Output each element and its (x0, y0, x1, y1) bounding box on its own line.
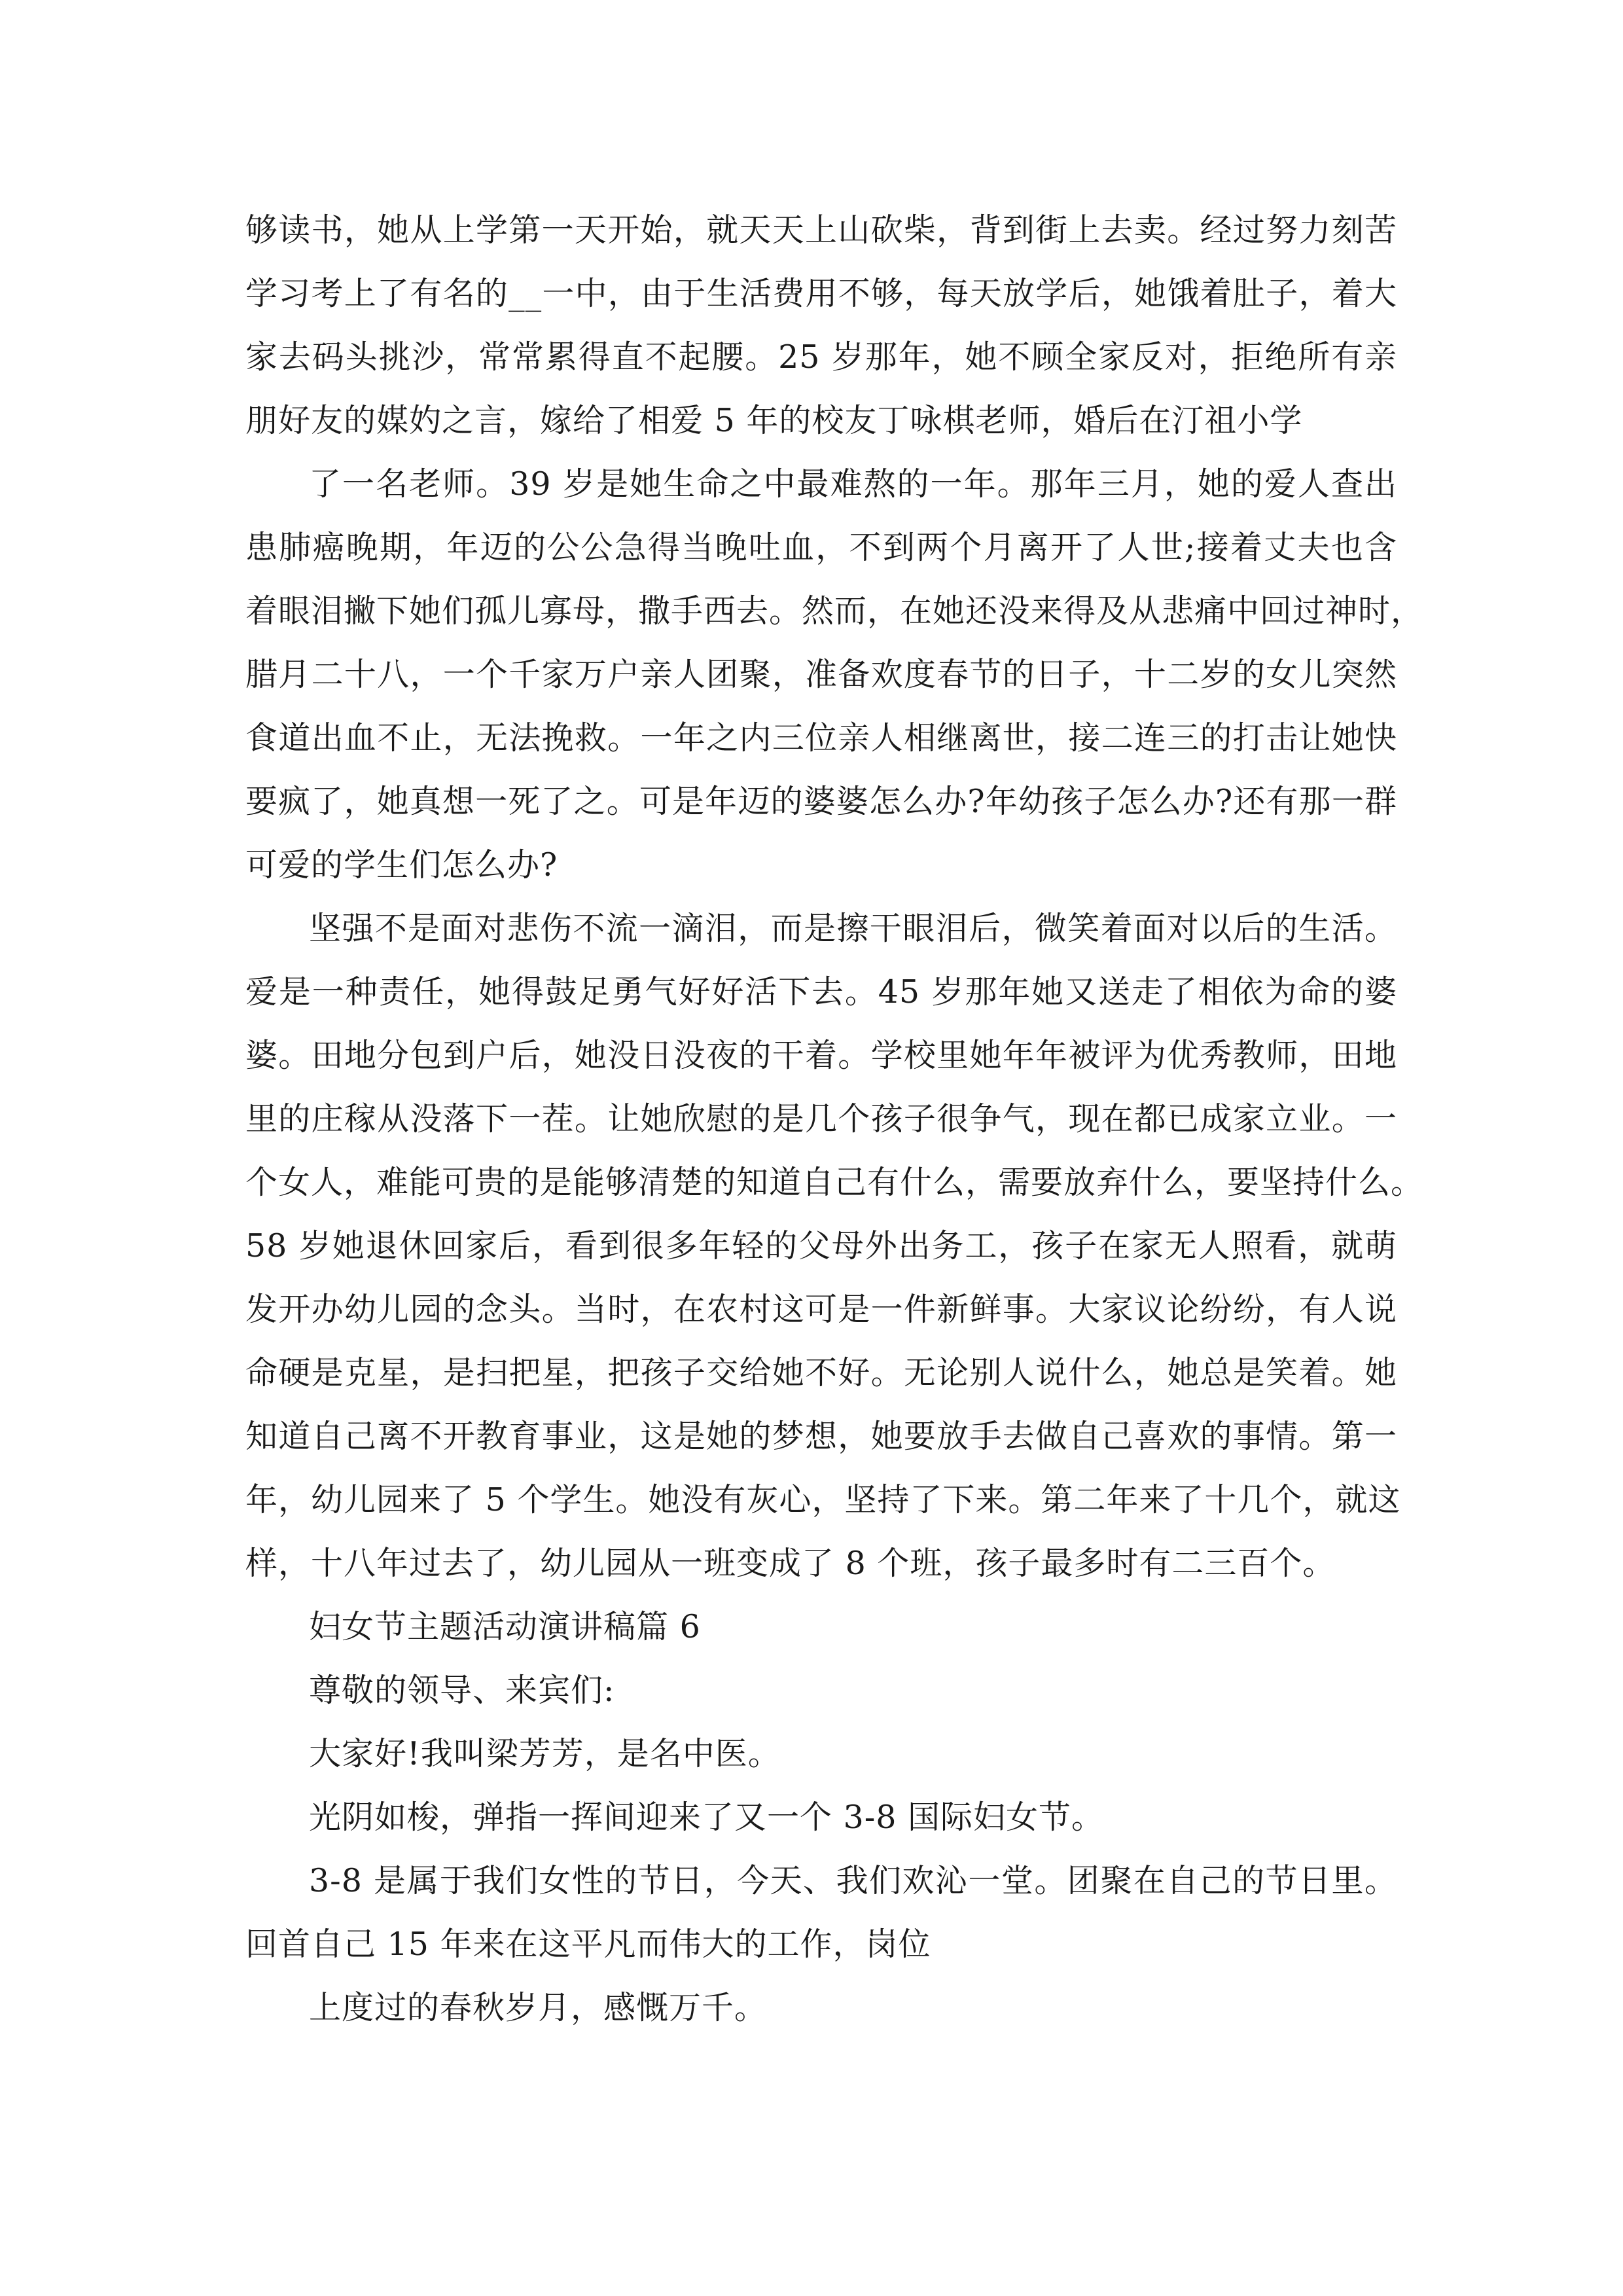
paragraph-2-line-6: 要疯了，她真想一死了之。可是年迈的婆婆怎么办?年幼孩子怎么办?还有那一群 (245, 783, 1397, 820)
paragraph-2-line-2: 患肺癌晚期，年迈的公公急得当晚吐血，不到两个月离开了人世;接着丈夫也含 (245, 529, 1397, 566)
paragraph-6: 上度过的春秋岁月，感慨万千。 (309, 1989, 768, 2026)
paragraph-3-line-5: 个女人，难能可贵的是能够清楚的知道自己有什么，需要放弃什么，要坚持什么。 (245, 1164, 1424, 1201)
paragraph-3-line-1: 坚强不是面对悲伤不流一滴泪，而是擦干眼泪后，微笑着面对以后的生活。 (309, 910, 1397, 947)
intro-line: 大家好!我叫梁芳芳，是名中医。 (309, 1735, 781, 1772)
paragraph-3-line-3: 婆。田地分包到户后，她没日没夜的干着。学校里她年年被评为优秀教师，田地 (245, 1037, 1397, 1074)
paragraph-5-line-1: 3-8 是属于我们女性的节日，今天、我们欢沁一堂。团聚在自己的节日里。 (309, 1862, 1397, 1899)
paragraph-1-line-4: 朋好友的媒妁之言，嫁给了相爱 5 年的校友丁咏棋老师，婚后在汀祖小学 (245, 402, 1303, 439)
paragraph-2-line-7: 可爱的学生们怎么办? (245, 846, 558, 884)
paragraph-2-line-5: 食道出血不止，无法挽救。一年之内三位亲人相继离世，接二连三的打击让她快 (245, 719, 1397, 757)
paragraph-3-line-7: 发开办幼儿园的念头。当时，在农村这可是一件新鲜事。大家议论纷纷，有人说 (245, 1291, 1397, 1328)
paragraph-2-line-3: 着眼泪撇下她们孤儿寡母，撒手西去。然而，在她还没来得及从悲痛中回过神时， (245, 592, 1424, 630)
paragraph-3-line-8: 命硬是克星，是扫把星，把孩子交给她不好。无论别人说什么，她总是笑着。她 (245, 1354, 1397, 1391)
paragraph-3-line-6: 58 岁她退休回家后，看到很多年轻的父母外出务工，孩子在家无人照看，就萌 (245, 1227, 1397, 1265)
paragraph-3-line-2: 爱是一种责任，她得鼓足勇气好好活下去。45 岁那年她又送走了相依为命的婆 (245, 973, 1397, 1011)
paragraph-2-line-1: 了一名老师。39 岁是她生命之中最难熬的一年。那年三月，她的爱人查出 (309, 465, 1397, 503)
paragraph-1-line-1: 够读书，她从上学第一天开始，就天天上山砍柴，背到街上去卖。经过努力刻苦 (245, 211, 1397, 249)
paragraph-1-line-2: 学习考上了有名的__一中，由于生活费用不够，每天放学后，她饿着肚子，着大 (245, 275, 1397, 312)
paragraph-5-line-2: 回首自己 15 年来在这平凡而伟大的工作，岗位 (245, 1926, 931, 1963)
section-title: 妇女节主题活动演讲稿篇 6 (309, 1608, 701, 1645)
paragraph-4: 光阴如梭，弹指一挥间迎来了又一个 3-8 国际妇女节。 (309, 1799, 1105, 1836)
paragraph-1-line-3: 家去码头挑沙，常常累得直不起腰。25 岁那年，她不顾全家反对，拒绝所有亲 (245, 338, 1397, 376)
greeting: 尊敬的领导、来宾们: (309, 1672, 615, 1709)
paragraph-3-line-9: 知道自己离不开教育事业，这是她的梦想，她要放手去做自己喜欢的事情。第一 (245, 1418, 1397, 1455)
paragraph-2-line-4: 腊月二十八，一个千家万户亲人团聚，准备欢度春节的日子，十二岁的女儿突然 (245, 656, 1397, 693)
paragraph-3-line-11: 样，十八年过去了，幼儿园从一班变成了 8 个班，孩子最多时有二三百个。 (245, 1545, 1336, 1582)
paragraph-3-line-4: 里的庄稼从没落下一茬。让她欣慰的是几个孩子很争气，现在都已成家立业。一 (245, 1100, 1397, 1138)
paragraph-3-line-10: 年，幼儿园来了 5 个学生。她没有灰心，坚持了下来。第二年来了十几个，就这 (245, 1481, 1401, 1518)
